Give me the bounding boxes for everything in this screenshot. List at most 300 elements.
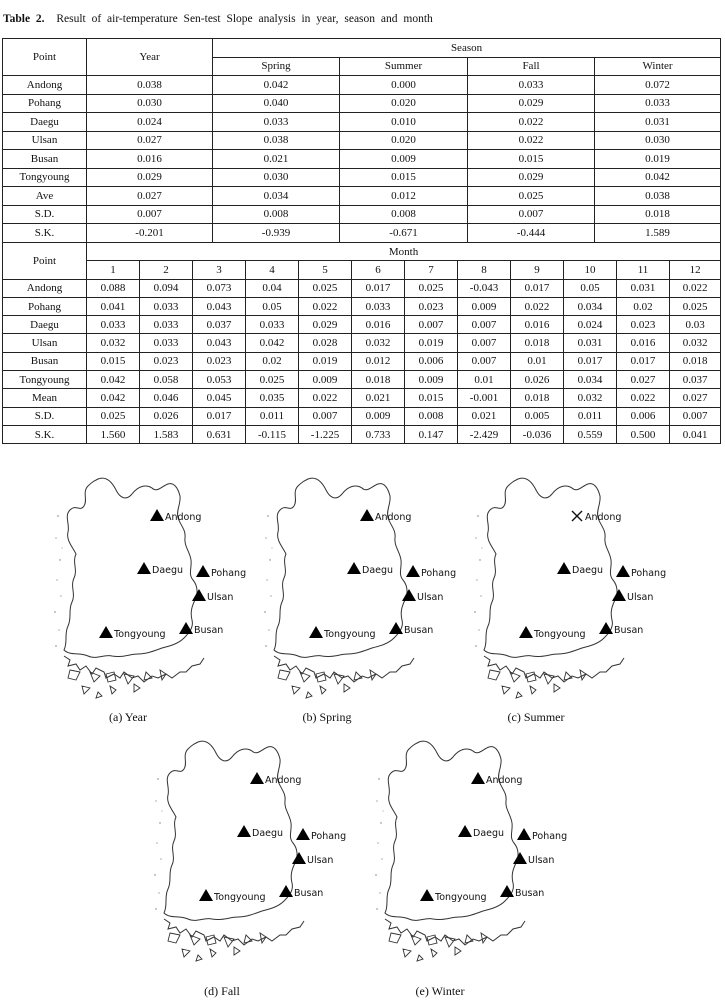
station-busan — [500, 885, 544, 899]
table-cell: 0.031 — [564, 334, 617, 352]
table-cell: 0.017 — [511, 279, 564, 297]
col-header-month-4: 4 — [246, 261, 299, 279]
increase-triangle-icon — [179, 622, 193, 634]
table-cell: 0.023 — [193, 352, 246, 370]
table-cell: 0.631 — [193, 425, 246, 443]
row-label: Pohang — [3, 94, 87, 113]
table-cell: 0.027 — [617, 371, 670, 389]
table-cell: 0.022 — [511, 297, 564, 315]
col-header-year: Year — [87, 39, 213, 76]
table-cell: 0.033 — [140, 297, 193, 315]
table-cell: 0.088 — [87, 279, 140, 297]
station-label: Ulsan — [307, 855, 334, 866]
table-cell: 0.007 — [458, 316, 511, 334]
row-label: S.K. — [3, 224, 87, 243]
increase-triangle-icon — [599, 622, 613, 634]
table-cell: 0.028 — [299, 334, 352, 352]
table-cell: 0.025 — [87, 407, 140, 425]
table-cell: 0.022 — [299, 389, 352, 407]
station-label: Pohang — [311, 831, 347, 842]
table-cell: 0.018 — [352, 371, 405, 389]
table-cell: 0.017 — [193, 407, 246, 425]
table-cell: 0.019 — [405, 334, 458, 352]
increase-triangle-icon — [196, 565, 210, 577]
table-row — [3, 389, 721, 407]
station-andong — [360, 509, 411, 523]
table-row — [3, 131, 721, 150]
table-cell: -0.201 — [87, 224, 213, 243]
table-cell: 0.018 — [670, 352, 721, 370]
map-graphic — [373, 735, 568, 961]
station-andong — [250, 772, 301, 786]
table-cell: 0.042 — [213, 76, 340, 95]
table-row — [3, 425, 721, 443]
table-cell: 0.006 — [405, 352, 458, 370]
table-cell: 0.034 — [213, 187, 340, 206]
table-cell: 0.072 — [595, 76, 721, 95]
station-label: Pohang — [211, 568, 247, 579]
col-header-month-12: 12 — [670, 261, 721, 279]
station-label: Daegu — [473, 828, 505, 839]
table-number: Table 2. — [3, 13, 45, 25]
station-busan — [599, 622, 643, 636]
station-andong — [150, 509, 201, 523]
table-cell: 0.016 — [87, 150, 213, 169]
col-header-month-9: 9 — [511, 261, 564, 279]
station-busan — [279, 885, 323, 899]
table-row — [3, 352, 721, 370]
table-cell: 1.560 — [87, 425, 140, 443]
col-header-spring: Spring — [213, 57, 340, 76]
table-cell: 0.037 — [670, 371, 721, 389]
row-label: Tongyoung — [3, 168, 87, 187]
increase-triangle-icon — [420, 889, 434, 901]
row-label: S.D. — [3, 205, 87, 224]
station-ulsan — [292, 852, 333, 866]
table-cell: -0.115 — [246, 425, 299, 443]
table-cell: 0.03 — [670, 316, 721, 334]
table-cell: 0.038 — [595, 187, 721, 206]
table-cell: -2.429 — [458, 425, 511, 443]
table-cell: 0.042 — [595, 168, 721, 187]
table-cell: 0.030 — [213, 168, 340, 187]
table-cell: 0.007 — [670, 407, 721, 425]
table-cell: 0.033 — [468, 76, 595, 95]
table-cell: 0.016 — [352, 316, 405, 334]
table-cell: 0.018 — [595, 205, 721, 224]
table-cell: 0.02 — [617, 297, 670, 315]
table-cell: 0.031 — [595, 113, 721, 132]
table-cell: 0.05 — [564, 279, 617, 297]
station-map — [152, 735, 347, 961]
table-cell: 0.009 — [340, 150, 468, 169]
increase-triangle-icon — [309, 626, 323, 638]
table-cell: 0.007 — [458, 334, 511, 352]
table-cell: 0.500 — [617, 425, 670, 443]
table-cell: 0.008 — [340, 205, 468, 224]
table-row — [3, 205, 721, 224]
table-cell: 0.023 — [140, 352, 193, 370]
table-cell: 0.017 — [564, 352, 617, 370]
table-cell: 0.04 — [246, 279, 299, 297]
station-label: Tongyoung — [435, 892, 487, 903]
table-cell: 0.033 — [246, 316, 299, 334]
table-row — [3, 334, 721, 352]
table-cell: 0.017 — [352, 279, 405, 297]
row-label: S.D. — [3, 407, 87, 425]
col-header-fall: Fall — [468, 57, 595, 76]
table-cell: 0.015 — [468, 150, 595, 169]
increase-triangle-icon — [389, 622, 403, 634]
map-graphic — [152, 735, 347, 961]
table-cell: 0.025 — [246, 371, 299, 389]
station-map — [52, 472, 247, 698]
station-pohang — [296, 828, 346, 842]
increase-triangle-icon — [192, 589, 206, 601]
no-trend-cross-icon — [572, 511, 582, 521]
col-header-month-8: 8 — [458, 261, 511, 279]
table-cell: 0.015 — [87, 352, 140, 370]
increase-triangle-icon — [519, 626, 533, 638]
table-cell: 0.012 — [340, 187, 468, 206]
station-label: Daegu — [152, 565, 184, 576]
table-cell: 1.589 — [595, 224, 721, 243]
table-cell: 0.011 — [246, 407, 299, 425]
station-label: Ulsan — [627, 592, 654, 603]
table-cell: 0.018 — [511, 334, 564, 352]
table-row — [3, 150, 721, 169]
table-cell: 0.041 — [87, 297, 140, 315]
table-cell: 0.007 — [458, 352, 511, 370]
station-ulsan — [513, 852, 554, 866]
col-header-month-11: 11 — [617, 261, 670, 279]
table-cell: 0.032 — [670, 334, 721, 352]
row-label: Andong — [3, 76, 87, 95]
station-daegu — [458, 825, 504, 839]
table-cell: 0.033 — [140, 334, 193, 352]
table-cell: 0.026 — [511, 371, 564, 389]
station-andong — [471, 772, 522, 786]
table-cell: 0.034 — [564, 297, 617, 315]
row-label: Mean — [3, 389, 87, 407]
table-cell: 0.032 — [564, 389, 617, 407]
station-daegu — [237, 825, 283, 839]
station-tongyoung — [309, 626, 376, 640]
table-cell: 0.027 — [87, 131, 213, 150]
station-label: Pohang — [421, 568, 457, 579]
table-cell: 0.042 — [246, 334, 299, 352]
station-label: Tongyoung — [324, 629, 376, 640]
table-cell: 0.046 — [140, 389, 193, 407]
station-label: Ulsan — [528, 855, 555, 866]
station-label: Busan — [194, 625, 224, 636]
increase-triangle-icon — [137, 562, 151, 574]
row-label: Ulsan — [3, 131, 87, 150]
increase-triangle-icon — [517, 828, 531, 840]
row-label: Busan — [3, 352, 87, 370]
table-cell: 0.021 — [213, 150, 340, 169]
col-header-month-6: 6 — [352, 261, 405, 279]
station-label: Pohang — [631, 568, 667, 579]
station-label: Busan — [294, 888, 324, 899]
table-cell: -0.939 — [213, 224, 340, 243]
figure-sublabel: (d) Fall — [204, 984, 240, 998]
table-cell: 0.024 — [87, 113, 213, 132]
table-cell: 0.022 — [299, 297, 352, 315]
station-pohang — [406, 565, 456, 579]
row-label: Pohang — [3, 297, 87, 315]
month-slope-table — [2, 242, 721, 444]
station-label: Daegu — [572, 565, 604, 576]
table-cell: 0.147 — [405, 425, 458, 443]
station-label: Andong — [585, 512, 622, 523]
table-cell: 0.020 — [340, 94, 468, 113]
row-label: Busan — [3, 150, 87, 169]
table-cell: 0.033 — [352, 297, 405, 315]
table-cell: 0.020 — [340, 131, 468, 150]
table-cell: 0.029 — [468, 168, 595, 187]
station-daegu — [137, 562, 183, 576]
station-tongyoung — [420, 889, 487, 903]
table-row — [3, 316, 721, 334]
table-cell: 0.007 — [405, 316, 458, 334]
increase-triangle-icon — [199, 889, 213, 901]
table-cell: 0.021 — [458, 407, 511, 425]
table-cell: 0.010 — [340, 113, 468, 132]
increase-triangle-icon — [296, 828, 310, 840]
station-busan — [179, 622, 223, 636]
table-cell: 0.007 — [468, 205, 595, 224]
row-label: Ulsan — [3, 334, 87, 352]
station-label: Tongyoung — [114, 629, 166, 640]
table-caption — [3, 13, 433, 25]
table-row — [3, 371, 721, 389]
table-cell: 0.025 — [468, 187, 595, 206]
map-graphic — [472, 472, 667, 698]
table-cell: 0.006 — [617, 407, 670, 425]
table-cell: 0.05 — [246, 297, 299, 315]
table-cell: 0.016 — [617, 334, 670, 352]
table-cell: 0.016 — [511, 316, 564, 334]
increase-triangle-icon — [99, 626, 113, 638]
increase-triangle-icon — [347, 562, 361, 574]
table-row — [3, 407, 721, 425]
table-cell: 0.043 — [193, 334, 246, 352]
map-graphic — [262, 472, 457, 698]
increase-triangle-icon — [150, 509, 164, 521]
table-row — [3, 76, 721, 95]
station-map — [262, 472, 457, 698]
table-cell: 0.021 — [352, 389, 405, 407]
increase-triangle-icon — [250, 772, 264, 784]
table-cell: 0.094 — [140, 279, 193, 297]
col-header-month-3: 3 — [193, 261, 246, 279]
station-label: Ulsan — [207, 592, 234, 603]
table-cell: 0.031 — [617, 279, 670, 297]
season-slope-table — [2, 38, 721, 243]
station-label: Busan — [404, 625, 434, 636]
table-row — [3, 113, 721, 132]
table-cell: 0.000 — [340, 76, 468, 95]
table-cell: -0.444 — [468, 224, 595, 243]
col-header-month-10: 10 — [564, 261, 617, 279]
table-cell: 0.030 — [87, 94, 213, 113]
table-cell: 0.022 — [670, 279, 721, 297]
station-label: Busan — [515, 888, 545, 899]
station-label: Daegu — [362, 565, 394, 576]
table-cell: 0.058 — [140, 371, 193, 389]
table-cell: 0.009 — [352, 407, 405, 425]
table-cell: 0.032 — [87, 334, 140, 352]
station-daegu — [557, 562, 603, 576]
col-header-month-7: 7 — [405, 261, 458, 279]
station-tongyoung — [199, 889, 266, 903]
row-label: Tongyoung — [3, 371, 87, 389]
table-cell: 0.034 — [564, 371, 617, 389]
increase-triangle-icon — [360, 509, 374, 521]
table-cell: 0.042 — [87, 371, 140, 389]
row-label: Andong — [3, 279, 87, 297]
table-cell: 0.024 — [564, 316, 617, 334]
table-cell: 0.023 — [617, 316, 670, 334]
table-cell: 0.007 — [299, 407, 352, 425]
increase-triangle-icon — [406, 565, 420, 577]
table-cell: 0.019 — [595, 150, 721, 169]
table-cell: 0.027 — [87, 187, 213, 206]
table-cell: 0.073 — [193, 279, 246, 297]
increase-triangle-icon — [402, 589, 416, 601]
increase-triangle-icon — [557, 562, 571, 574]
increase-triangle-icon — [513, 852, 527, 864]
table-row — [3, 224, 721, 243]
table-cell: -1.225 — [299, 425, 352, 443]
table-cell: 0.032 — [352, 334, 405, 352]
table-cell: 0.022 — [468, 131, 595, 150]
figure-sublabel: (c) Summer — [507, 710, 565, 724]
table-cell: 0.025 — [405, 279, 458, 297]
table-cell: 0.009 — [458, 297, 511, 315]
table-cell: 0.009 — [299, 371, 352, 389]
table-cell: 0.045 — [193, 389, 246, 407]
table-cell: 0.017 — [617, 352, 670, 370]
station-tongyoung — [99, 626, 166, 640]
table-cell: 0.015 — [405, 389, 458, 407]
station-busan — [389, 622, 433, 636]
increase-triangle-icon — [500, 885, 514, 897]
col-header-month-2: 2 — [140, 261, 193, 279]
table-row — [3, 168, 721, 187]
station-pohang — [517, 828, 567, 842]
table-row — [3, 297, 721, 315]
station-label: Daegu — [252, 828, 284, 839]
station-andong — [572, 511, 621, 523]
table-cell: 0.040 — [213, 94, 340, 113]
station-map — [472, 472, 667, 698]
station-ulsan — [192, 589, 233, 603]
table-cell: 0.029 — [87, 168, 213, 187]
table-cell: 0.033 — [595, 94, 721, 113]
table-cell: 0.01 — [458, 371, 511, 389]
table-cell: 0.005 — [511, 407, 564, 425]
table-cell: 0.015 — [340, 168, 468, 187]
table-cell: 0.038 — [87, 76, 213, 95]
row-label: Daegu — [3, 113, 87, 132]
station-ulsan — [402, 589, 443, 603]
col-header-month: Month — [87, 243, 721, 261]
table-cell: 0.041 — [670, 425, 721, 443]
col-header-month-5: 5 — [299, 261, 352, 279]
figure-sublabel: (b) Spring — [302, 710, 352, 724]
table-cell: 0.037 — [193, 316, 246, 334]
table-cell: 0.043 — [193, 297, 246, 315]
table-cell: 0.033 — [140, 316, 193, 334]
table-cell: -0.671 — [340, 224, 468, 243]
table-cell: 0.01 — [511, 352, 564, 370]
increase-triangle-icon — [292, 852, 306, 864]
table-row — [3, 187, 721, 206]
row-label: S.K. — [3, 425, 87, 443]
table-row — [3, 94, 721, 113]
col-header-winter: Winter — [595, 57, 721, 76]
station-label: Andong — [265, 775, 302, 786]
table-cell: 0.559 — [564, 425, 617, 443]
increase-triangle-icon — [616, 565, 630, 577]
table-cell: 0.022 — [468, 113, 595, 132]
table-cell: 0.008 — [213, 205, 340, 224]
row-label: Daegu — [3, 316, 87, 334]
increase-triangle-icon — [458, 825, 472, 837]
col-header-month-1: 1 — [87, 261, 140, 279]
table-cell: 0.025 — [670, 297, 721, 315]
table-cell: 0.038 — [213, 131, 340, 150]
table-cell: 0.029 — [299, 316, 352, 334]
table-cell: 1.583 — [140, 425, 193, 443]
station-label: Andong — [375, 512, 412, 523]
col-header-summer: Summer — [340, 57, 468, 76]
increase-triangle-icon — [279, 885, 293, 897]
table-cell: 0.02 — [246, 352, 299, 370]
station-label: Ulsan — [417, 592, 444, 603]
col-header-season: Season — [213, 39, 721, 58]
table-cell: 0.053 — [193, 371, 246, 389]
table-cell: 0.012 — [352, 352, 405, 370]
station-map — [373, 735, 568, 961]
table-cell: 0.008 — [405, 407, 458, 425]
station-tongyoung — [519, 626, 586, 640]
station-daegu — [347, 562, 393, 576]
increase-triangle-icon — [471, 772, 485, 784]
table-cell: -0.001 — [458, 389, 511, 407]
table-cell: 0.007 — [87, 205, 213, 224]
table-cell: 0.733 — [352, 425, 405, 443]
table-cell: -0.036 — [511, 425, 564, 443]
table-cell: 0.027 — [670, 389, 721, 407]
row-label: Ave — [3, 187, 87, 206]
table-cell: 0.022 — [617, 389, 670, 407]
table-cell: 0.019 — [299, 352, 352, 370]
station-label: Tongyoung — [534, 629, 586, 640]
table-cell: 0.025 — [299, 279, 352, 297]
figure-sublabel: (a) Year — [109, 710, 147, 724]
station-ulsan — [612, 589, 653, 603]
station-label: Andong — [486, 775, 523, 786]
station-pohang — [616, 565, 666, 579]
table-row — [3, 279, 721, 297]
col-header-point: Point — [3, 243, 87, 280]
map-graphic — [52, 472, 247, 698]
table-title: Result of air-temperature Sen-test Slope analysis in year, season and month — [56, 13, 433, 25]
increase-triangle-icon — [612, 589, 626, 601]
